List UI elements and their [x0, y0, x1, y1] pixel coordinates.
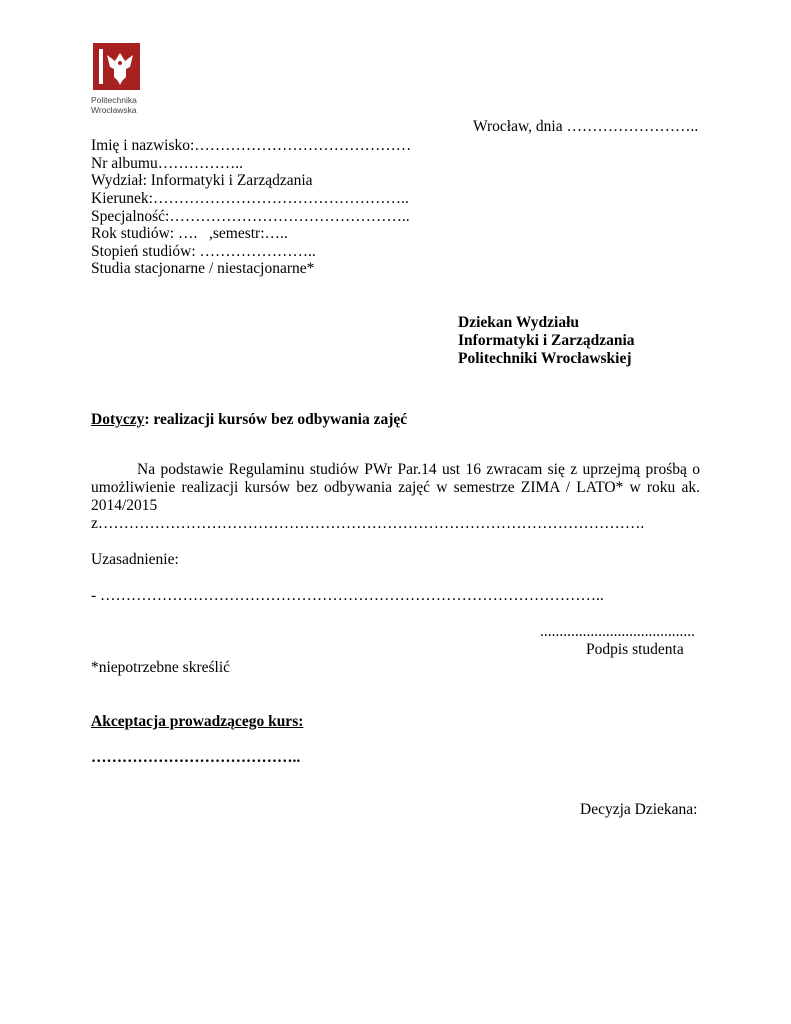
faculty-field: Wydział: Informatyki i Zarządzania [91, 172, 313, 189]
student-name-field: Imię i nazwisko:…………………………………… [91, 137, 412, 154]
date-line: Wrocław, dnia …………………….. [473, 118, 699, 135]
addressee-line1: Dziekan Wydziału [458, 314, 580, 331]
addressee-line2: Informatyki i Zarządzania [458, 332, 635, 349]
album-number-field: Nr albumu…………….. [91, 155, 243, 172]
dean-decision-label: Decyzja Dziekana: [580, 801, 698, 818]
justification-label: Uzasadnienie: [91, 551, 179, 568]
z-line: z……………………………………………………………………………………………. [91, 515, 645, 532]
acceptance-label: Akceptacja prowadzącego kurs: [91, 713, 304, 730]
university-logo [91, 43, 143, 118]
major-field: Kierunek:………………………………………….. [91, 190, 409, 207]
eagle-emblem-icon [93, 43, 140, 90]
footnote: *niepotrzebne skreślić [91, 659, 231, 676]
subject-label: Dotyczy [91, 411, 145, 428]
subject-text: : realizacji kursów bez odbywania zajęć [144, 411, 408, 428]
acceptance-dots: ………………………………….. [91, 749, 301, 766]
logo-text [91, 95, 137, 115]
logo-line1: Politechnika [91, 95, 137, 105]
signature-dots: ........................................ [540, 623, 695, 640]
subject-line [91, 411, 407, 429]
request-paragraph [91, 461, 700, 515]
specialty-field: Specjalność:……………………………………….. [91, 208, 410, 225]
request-text: Na podstawie Regulaminu studiów PWr Par.14 ust 16 zwracam się z uprzejmą prośbą o umożliwienie realizacji kursów bez odbywania zajęć w semestrze ZIMA / LATO* w roku ak. 2014/2015 [91, 461, 700, 514]
logo-line2: Wrocławska [91, 105, 137, 115]
addressee-line3: Politechniki Wrocławskiej [458, 350, 632, 367]
year-semester-field: Rok studiów: …. ,semestr:….. [91, 225, 288, 242]
study-mode-field: Studia stacjonarne / niestacjonarne* [91, 260, 315, 277]
degree-field: Stopień studiów: ………………….. [91, 243, 316, 260]
justification-line: - …………………………………………………………………………………….. [91, 587, 604, 604]
signature-label: Podpis studenta [586, 641, 684, 658]
